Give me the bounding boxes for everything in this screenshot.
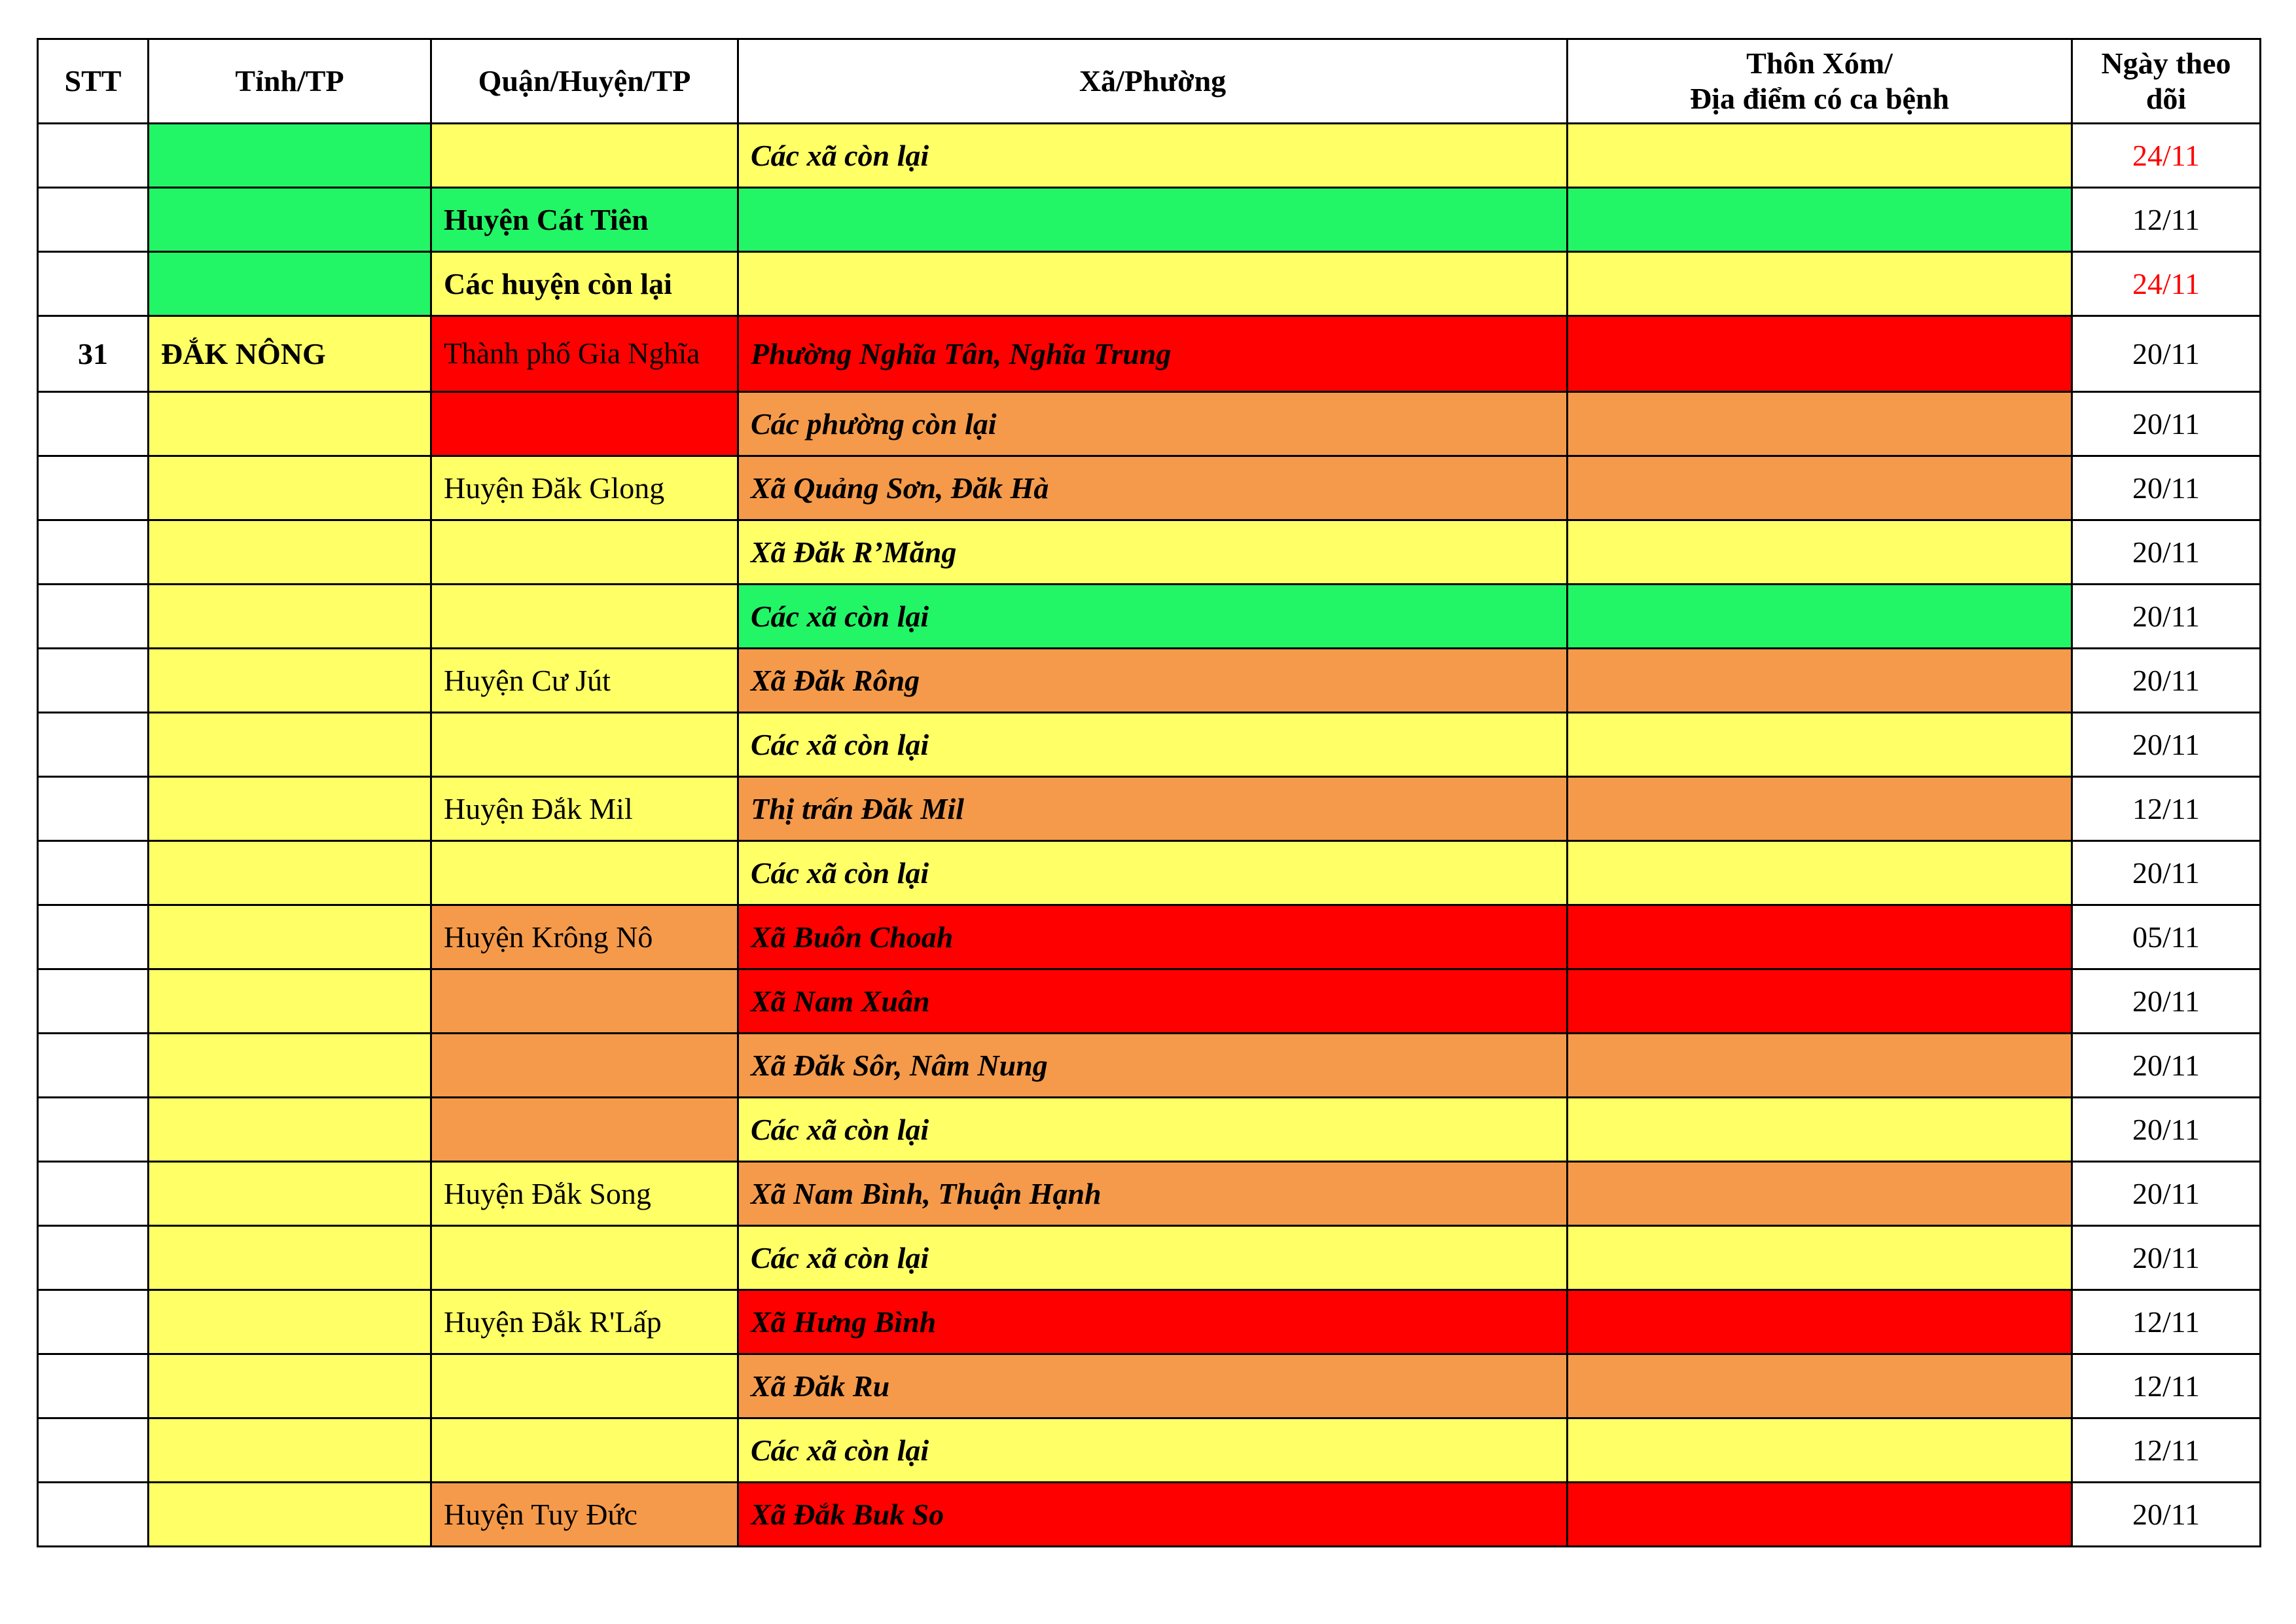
cell-province	[149, 188, 431, 252]
cell-province	[149, 1098, 431, 1162]
header-date-line2: dõi	[2145, 82, 2187, 115]
cell-stt	[38, 456, 149, 520]
cell-date: 20/11	[2072, 713, 2261, 777]
cell-hamlet	[1568, 1034, 2072, 1098]
cell-province	[149, 1354, 431, 1418]
cell-hamlet	[1568, 1162, 2072, 1226]
cell-hamlet	[1568, 585, 2072, 649]
table-row	[38, 841, 2261, 905]
cell-stt	[38, 713, 149, 777]
cell-stt	[38, 520, 149, 585]
cell-district	[431, 1226, 738, 1290]
cell-ward: Các xã còn lại	[738, 1226, 1568, 1290]
cell-stt	[38, 777, 149, 841]
cell-district	[431, 520, 738, 585]
cell-stt	[38, 252, 149, 316]
cell-date: 24/11	[2072, 124, 2261, 188]
table-row	[38, 777, 2261, 841]
cell-province: ĐẮK NÔNG	[149, 316, 431, 392]
cell-ward: Xã Nam Bình, Thuận Hạnh	[738, 1162, 1568, 1226]
cell-district	[431, 392, 738, 456]
cell-date: 20/11	[2072, 1098, 2261, 1162]
cell-province	[149, 520, 431, 585]
cell-stt	[38, 969, 149, 1034]
cell-province	[149, 1034, 431, 1098]
cell-province	[149, 392, 431, 456]
table-row	[38, 1354, 2261, 1418]
cell-ward: Xã Quảng Sơn, Đăk Hà	[738, 456, 1568, 520]
cell-district	[431, 1098, 738, 1162]
cell-date: 20/11	[2072, 1226, 2261, 1290]
cell-hamlet	[1568, 124, 2072, 188]
cell-ward: Các xã còn lại	[738, 841, 1568, 905]
header-hamlet-line2: Địa điểm có ca bệnh	[1689, 82, 1950, 115]
cell-district: Huyện Cư Jút	[431, 649, 738, 713]
table-row	[38, 188, 2261, 252]
cell-hamlet	[1568, 252, 2072, 316]
cell-ward: Các xã còn lại	[738, 585, 1568, 649]
cell-date: 12/11	[2072, 1290, 2261, 1354]
cell-province	[149, 841, 431, 905]
table-row	[38, 456, 2261, 520]
cell-province	[149, 1226, 431, 1290]
table-row	[38, 1483, 2261, 1547]
cell-district	[431, 713, 738, 777]
cell-date: 20/11	[2072, 1483, 2261, 1547]
cell-hamlet	[1568, 188, 2072, 252]
cell-province	[149, 585, 431, 649]
cell-stt	[38, 905, 149, 969]
cell-district	[431, 1034, 738, 1098]
cell-district	[431, 124, 738, 188]
table-row	[38, 1034, 2261, 1098]
header-district	[431, 39, 738, 124]
table-row	[38, 1418, 2261, 1483]
cell-stt	[38, 1354, 149, 1418]
cell-ward: Xã Nam Xuân	[738, 969, 1568, 1034]
cell-province	[149, 713, 431, 777]
table-row	[38, 969, 2261, 1034]
table-row	[38, 1290, 2261, 1354]
header-stt	[38, 39, 149, 124]
covid-risk-table	[37, 38, 2261, 1547]
cell-province	[149, 1290, 431, 1354]
cell-district	[431, 969, 738, 1034]
cell-hamlet	[1568, 1098, 2072, 1162]
cell-district: Huyện Cát Tiên	[431, 188, 738, 252]
cell-ward: Các xã còn lại	[738, 1418, 1568, 1483]
cell-ward	[738, 188, 1568, 252]
cell-province	[149, 905, 431, 969]
table-row	[38, 1226, 2261, 1290]
cell-district: Huyện Tuy Đức	[431, 1483, 738, 1547]
cell-ward: Xã Buôn Choah	[738, 905, 1568, 969]
cell-province	[149, 456, 431, 520]
cell-stt	[38, 1034, 149, 1098]
cell-date: 20/11	[2072, 392, 2261, 456]
cell-stt	[38, 1483, 149, 1547]
cell-province	[149, 1483, 431, 1547]
cell-ward: Xã Đăk Sôr, Nâm Nung	[738, 1034, 1568, 1098]
cell-stt	[38, 1290, 149, 1354]
cell-district: Các huyện còn lại	[431, 252, 738, 316]
cell-ward: Các phường còn lại	[738, 392, 1568, 456]
cell-date: 20/11	[2072, 585, 2261, 649]
cell-stt	[38, 1162, 149, 1226]
cell-ward: Xã Đăk Rông	[738, 649, 1568, 713]
cell-district	[431, 585, 738, 649]
cell-province	[149, 649, 431, 713]
table-body	[38, 124, 2261, 1547]
cell-district: Huyện Đắk Mil	[431, 777, 738, 841]
cell-hamlet	[1568, 649, 2072, 713]
cell-hamlet	[1568, 456, 2072, 520]
cell-ward: Các xã còn lại	[738, 713, 1568, 777]
header-district-label: Quận/Huyện/TP	[478, 63, 691, 98]
cell-date: 20/11	[2072, 316, 2261, 392]
cell-stt	[38, 1098, 149, 1162]
cell-ward: Xã Đắk Buk So	[738, 1483, 1568, 1547]
cell-province	[149, 1418, 431, 1483]
header-stt-label: STT	[64, 63, 122, 98]
cell-stt	[38, 188, 149, 252]
header-province-label: Tỉnh/TP	[235, 63, 344, 98]
table-row	[38, 1098, 2261, 1162]
cell-province	[149, 252, 431, 316]
table-row	[38, 713, 2261, 777]
header-date-line1: Ngày theo	[2101, 46, 2231, 80]
cell-ward: Các xã còn lại	[738, 1098, 1568, 1162]
header-row	[38, 39, 2261, 124]
cell-stt	[38, 1418, 149, 1483]
table-row	[38, 905, 2261, 969]
cell-district: Thành phố Gia Nghĩa	[431, 316, 738, 392]
cell-hamlet	[1568, 1418, 2072, 1483]
cell-district: Huyện Đắk Song	[431, 1162, 738, 1226]
cell-hamlet	[1568, 969, 2072, 1034]
cell-district	[431, 1418, 738, 1483]
header-date	[2072, 39, 2261, 124]
cell-date: 20/11	[2072, 1162, 2261, 1226]
cell-hamlet	[1568, 392, 2072, 456]
table-row	[38, 585, 2261, 649]
cell-hamlet	[1568, 905, 2072, 969]
cell-hamlet	[1568, 1483, 2072, 1547]
cell-hamlet	[1568, 520, 2072, 585]
table-row	[38, 252, 2261, 316]
cell-district: Huyện Đăk Glong	[431, 456, 738, 520]
table-row	[38, 649, 2261, 713]
header-ward-label: Xã/Phường	[1079, 63, 1227, 98]
cell-hamlet	[1568, 1290, 2072, 1354]
cell-stt	[38, 585, 149, 649]
cell-date: 12/11	[2072, 1418, 2261, 1483]
header-hamlet	[1568, 39, 2072, 124]
cell-ward: Các xã còn lại	[738, 124, 1568, 188]
cell-stt	[38, 649, 149, 713]
cell-district	[431, 841, 738, 905]
cell-stt	[38, 1226, 149, 1290]
cell-hamlet	[1568, 713, 2072, 777]
cell-stt	[38, 392, 149, 456]
cell-province	[149, 124, 431, 188]
header-hamlet-line1: Thôn Xóm/	[1746, 46, 1893, 80]
cell-ward: Xã Đăk Ru	[738, 1354, 1568, 1418]
table-row	[38, 392, 2261, 456]
cell-date: 20/11	[2072, 841, 2261, 905]
cell-date: 20/11	[2072, 969, 2261, 1034]
header-province	[149, 39, 431, 124]
cell-hamlet	[1568, 777, 2072, 841]
cell-district: Huyện Krông Nô	[431, 905, 738, 969]
table-row	[38, 520, 2261, 585]
cell-province	[149, 1162, 431, 1226]
cell-hamlet	[1568, 1354, 2072, 1418]
cell-date: 20/11	[2072, 456, 2261, 520]
cell-date: 20/11	[2072, 520, 2261, 585]
cell-ward: Xã Đăk R’Măng	[738, 520, 1568, 585]
cell-ward: Xã Hưng Bình	[738, 1290, 1568, 1354]
cell-date: 12/11	[2072, 1354, 2261, 1418]
cell-district: Huyện Đắk R'Lấp	[431, 1290, 738, 1354]
cell-date: 12/11	[2072, 777, 2261, 841]
cell-date: 24/11	[2072, 252, 2261, 316]
cell-hamlet	[1568, 841, 2072, 905]
cell-province	[149, 969, 431, 1034]
cell-district	[431, 1354, 738, 1418]
table-row	[38, 124, 2261, 188]
cell-date: 20/11	[2072, 1034, 2261, 1098]
cell-ward	[738, 252, 1568, 316]
table-row	[38, 316, 2261, 392]
cell-stt	[38, 841, 149, 905]
cell-province	[149, 777, 431, 841]
cell-ward: Thị trấn Đăk Mil	[738, 777, 1568, 841]
table-row	[38, 1162, 2261, 1226]
cell-hamlet	[1568, 1226, 2072, 1290]
cell-date: 05/11	[2072, 905, 2261, 969]
cell-date: 12/11	[2072, 188, 2261, 252]
cell-stt	[38, 124, 149, 188]
header-ward	[738, 39, 1568, 124]
cell-date: 20/11	[2072, 649, 2261, 713]
cell-hamlet	[1568, 316, 2072, 392]
cell-ward: Phường Nghĩa Tân, Nghĩa Trung	[738, 316, 1568, 392]
cell-stt: 31	[38, 316, 149, 392]
